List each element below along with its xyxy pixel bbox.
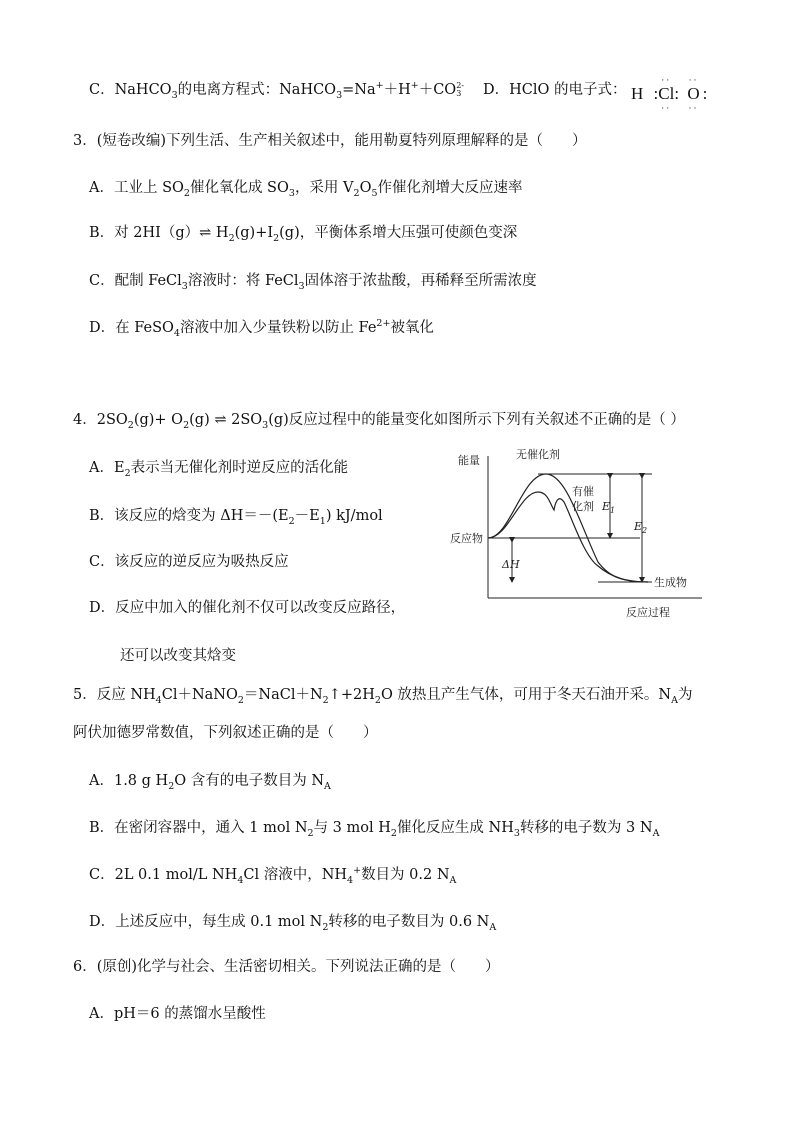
label-products: 生成物 (654, 576, 687, 589)
q4-option-c: C．该反应的逆反应为吸热反应 (89, 554, 289, 570)
q3-option-d: D．在 FeSO$_4$溶液中加入少量铁粉以防止 $Fe^{2+}$被氧化 (89, 318, 434, 339)
hclo-electron-formula: H : ·· Cl ·· : ·· O ·· : (631, 75, 708, 113)
label-no-catalyst: 无催化剂 (516, 448, 560, 461)
q4-stem: 4．$2SO_2(g)+ O_2(g)$ ⇌ $2SO_3(g)$反应过程中的能量变化如图所示下列有关叙述不正确的是（ ） (73, 412, 685, 431)
q4-option-a: A．$E_2$表示当无催化剂时逆反应的活化能 (89, 460, 349, 479)
q5-option-c: C．2L 0.1 mol/L $NH_4Cl$ 溶液中，$NH_4^+$数目为 0.2 $N_A$ (89, 865, 457, 886)
q3-option-b: B．对 2HI（g）⇌ $H_2(g)+I_2(g)$，平衡体系增大压强可使颜色变深 (89, 225, 518, 244)
label-catalyst-1: 有催 (572, 485, 594, 498)
q3-stem: 3．(短卷改编)下列生活、生产相关叙述中，能用勒夏特列原理解释的是（ ） (73, 133, 587, 149)
label-e2: $E_2$ (634, 520, 648, 535)
q5-stem-line2: 阿伏加德罗常数值，下列叙述正确的是（ ） (73, 725, 378, 741)
q5-stem-line1: 5．反应 $NH_4Cl+NaNO_2=NaCl+N_2↑+2H_2O$ 放热且产生气体，可用于冬天石油开采。$N_A$为 (73, 687, 693, 706)
label-reactants: 反应物 (450, 532, 483, 545)
label-e1: $E_1$ (602, 500, 616, 515)
q3-option-a: A．工业上 $SO_2$催化氧化成 $SO_3$，采用 $V_2O_5$作催化剂增大反应速率 (89, 180, 523, 199)
energy-profile-diagram (448, 444, 708, 620)
q5-option-d: D．上述反应中，每生成 0.1 mol $N_2$转移的电子数目为 0.6 $N_A$ (89, 914, 497, 933)
q3-option-c: C．配制 FeCl$_3$溶液时：将 FeCl$_3$固体溶于浓盐酸，再稀释至所需浓度 (89, 273, 537, 292)
q6-option-a: A．pH＝6 的蒸馏水呈酸性 (89, 1006, 266, 1022)
q5-option-a: A．1.8 g $H_2O$ 含有的电子数目为 $N_A$ (89, 773, 331, 792)
label-delta-h: ΔH (502, 558, 520, 571)
q4-option-d-line2: 还可以改变其焓变 (120, 648, 236, 664)
q2-option-d: D．HClO 的电子式： (483, 82, 627, 98)
label-catalyst-2: 化剂 (572, 500, 594, 513)
y-axis-title: 能量 (458, 454, 480, 467)
q2-option-c: C．NaHCO$_3$的电离方程式：NaHCO$_3$=Na+＋H+＋CO 2- 3 (89, 80, 464, 101)
x-axis-title: 反应过程 (626, 606, 670, 619)
q6-stem: 6．(原创)化学与社会、生活密切相关。下列说法正确的是（ ） (73, 959, 500, 975)
q5-option-b: B．在密闭容器中，通入 1 mol $N_2$与 3 mol $H_2$催化反应生成 $NH_3$转移的电子数为 3 $N_A$ (89, 820, 660, 839)
q4-option-d-line1: D．反应中加入的催化剂不仅可以改变反应路径， (89, 600, 406, 616)
q4-option-b: B．该反应的焓变为 $\Delta H=-(E_2-E_1)$ kJ/mol (89, 508, 383, 527)
